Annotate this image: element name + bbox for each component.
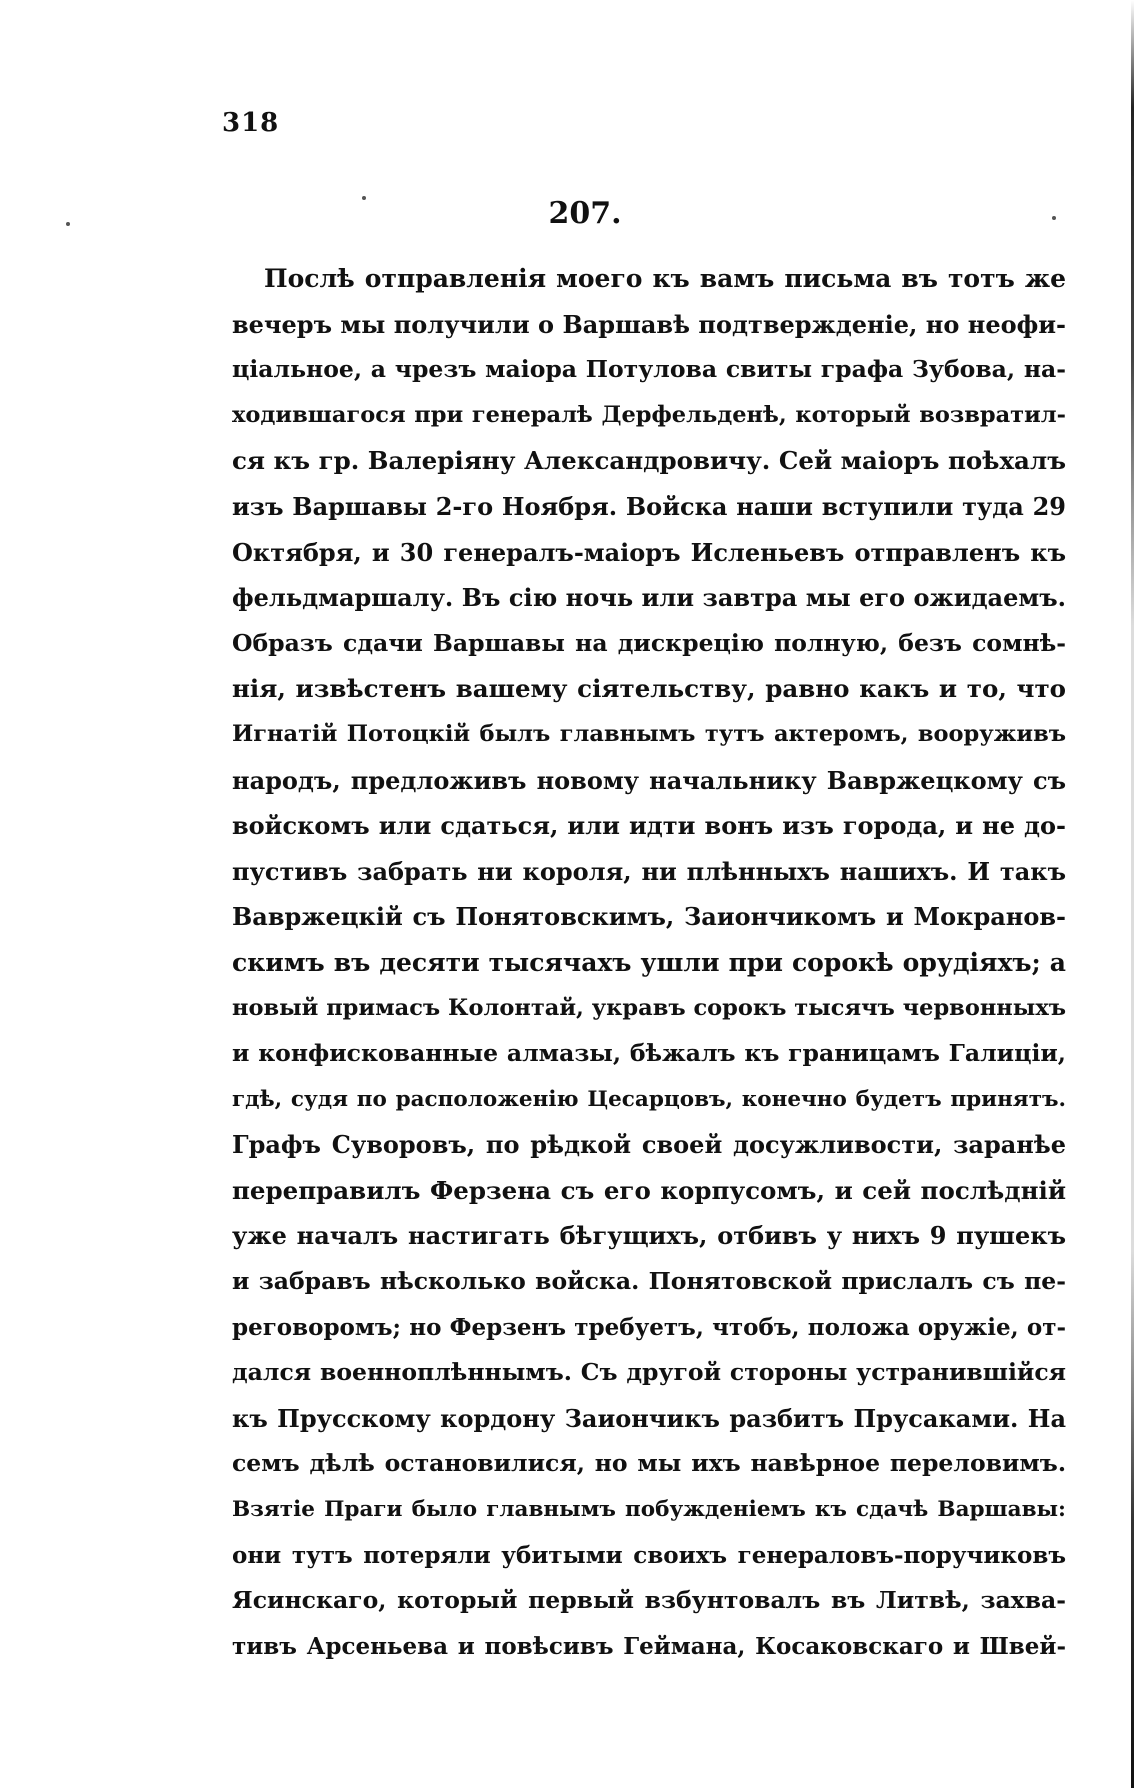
text-line: фельдмаршалу. Въ сію ночь или завтра мы его ожидаемъ. xyxy=(232,583,1066,613)
text-line: Вавржецкій съ Понятовскимъ, Заиончикомъ и Мокранов- xyxy=(232,902,1066,932)
text-line: ся къ гр. Валеріяну Александровичу. Сей маіоръ поѣхалъ xyxy=(232,446,1066,476)
text-line: вечеръ мы получили о Варшавѣ подтвержденіе, но неофи- xyxy=(232,309,1066,339)
page-number: 318 xyxy=(222,108,280,138)
text-line: Октября, и 30 генералъ-маіоръ Исленьевъ отправленъ къ xyxy=(232,537,1066,567)
text-line: нія, извѣстенъ вашему сіятельству, равно какъ и то, что xyxy=(232,674,1066,704)
text-line: ходившагося при генералѣ Дерфельденѣ, который возвратил- xyxy=(232,401,1066,428)
text-line: Послѣ отправленія моего къ вамъ письма въ тотъ же xyxy=(264,264,1066,293)
text-line: Игнатій Потоцкій былъ главнымъ тутъ актеромъ, вооруживъ xyxy=(232,720,1066,747)
text-line: реговоромъ; но Ферзенъ требуетъ, чтобъ, положа оружіе, от- xyxy=(232,1313,1066,1341)
text-line: семъ дѣлѣ остановилися, но мы ихъ навѣрное переловимъ. xyxy=(232,1449,1066,1478)
text-line: и конфискованные алмазы, бѣжалъ къ границамъ Галиціи, xyxy=(232,1039,1066,1068)
text-line: переправилъ Ферзена съ его корпусомъ, и сей послѣдній xyxy=(232,1175,1066,1205)
letter-body xyxy=(232,256,1066,1669)
text-line: скимъ въ десяти тысячахъ ушли при сорокѣ орудіяхъ; а xyxy=(232,947,1066,977)
text-line: къ Прусскому кордону Заиончикъ разбитъ Прусаками. На xyxy=(232,1403,1066,1433)
text-line: тивъ Арсеньева и повѣсивъ Геймана, Косаковскаго и Швей- xyxy=(232,1632,1066,1660)
text-line: пустивъ забрать ни короля, ни плѣнныхъ нашихъ. И такъ xyxy=(232,856,1066,886)
text-line: ціальное, а чрезъ маіора Потулова свиты графа Зубова, на- xyxy=(232,355,1066,384)
text-line: войскомъ или сдаться, или идти вонъ изъ города, и не до- xyxy=(232,811,1066,841)
text-line: новый примасъ Колонтай, укравъ сорокъ тысячъ червонныхъ xyxy=(232,994,1066,1021)
text-line: уже началъ настигать бѣгущихъ, отбивъ у нихъ 9 пушекъ xyxy=(232,1221,1066,1251)
text-line: изъ Варшавы 2-го Ноября. Войска наши вступили туда 29 xyxy=(232,491,1066,521)
text-line: и забравъ нѣсколько войска. Понятовской прислалъ съ пе- xyxy=(232,1267,1066,1296)
text-line: они тутъ потеряли убитыми своихъ генераловъ-поручиковъ xyxy=(232,1541,1066,1569)
text-line: дался военноплѣннымъ. Съ другой стороны устранившійся xyxy=(232,1358,1066,1387)
text-line: Взятіе Праги было главнымъ побужденіемъ къ сдачѣ Варшавы: xyxy=(232,1497,1066,1523)
text-line: Образъ сдачи Варшавы на дискрецію полную, безъ сомнѣ- xyxy=(232,628,1066,657)
text-line: Ясинскаго, который первый взбунтовалъ въ Литвѣ, захва- xyxy=(232,1586,1066,1615)
letter-number: 207. xyxy=(548,196,622,231)
text-line: Графъ Суворовъ, по рѣдкой своей досужливости, заранѣе xyxy=(232,1130,1066,1160)
text-line: народъ, предложивъ новому начальнику Вавржецкому съ xyxy=(232,765,1066,795)
page-edge-shadow xyxy=(1131,0,1134,1788)
text-line: гдѣ, судя по расположенію Цесарцовъ, конечно будетъ принятъ. xyxy=(232,1086,1066,1112)
